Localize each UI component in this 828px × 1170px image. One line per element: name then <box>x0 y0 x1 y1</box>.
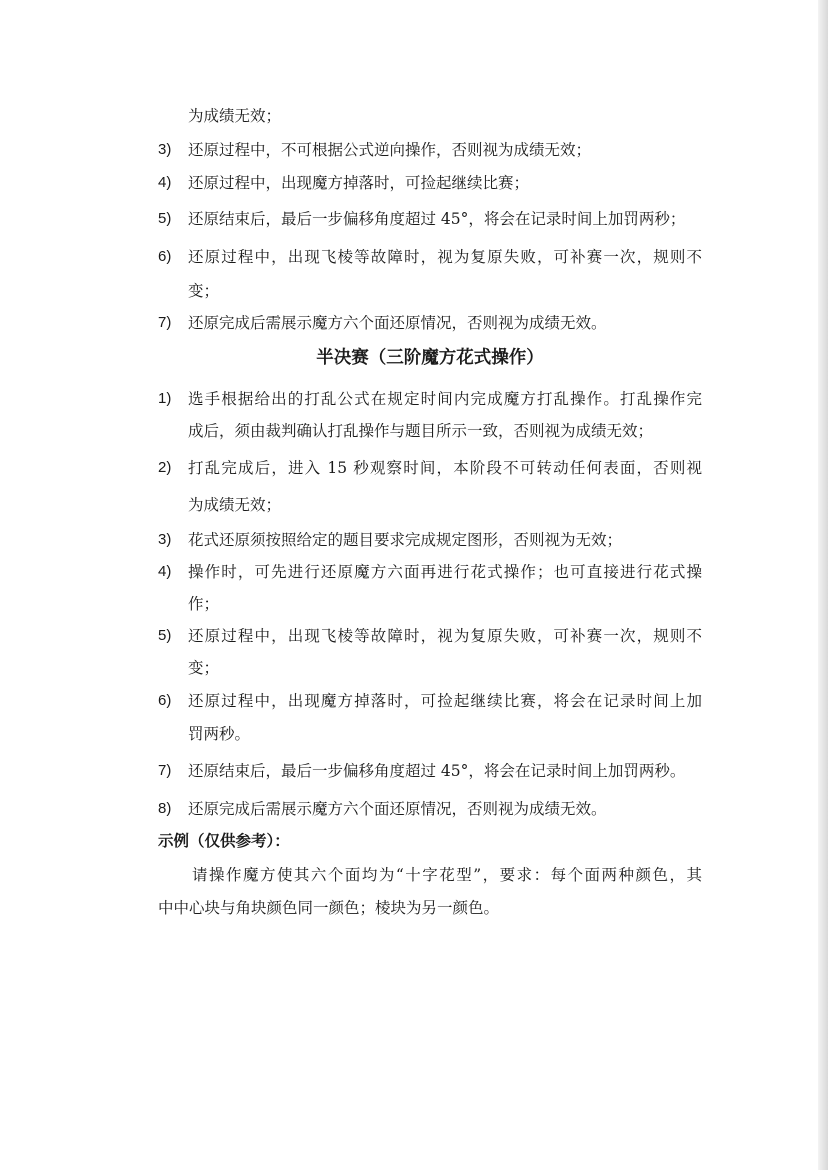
list-item-text: 成后，须由裁判确认打乱操作与题目所示一致，否则视为成绩无效； <box>188 422 654 440</box>
list-item-number: 5) <box>158 627 172 644</box>
list-item-number: 7) <box>158 762 172 779</box>
list-item-text: 变； <box>188 282 220 300</box>
list-item-number: 3) <box>158 531 172 548</box>
list-item-number: 8) <box>158 800 172 817</box>
list-item-number: 1) <box>158 390 172 407</box>
list-item-text: 变； <box>188 659 220 677</box>
example-text: 请操作魔方使其六个面均为“十字花型”，要求：每个面两种颜色，其 <box>192 866 702 884</box>
list-item-text: 还原完成后需展示魔方六个面还原情况，否则视为成绩无效。 <box>188 800 607 818</box>
list-item-number: 6) <box>158 248 172 265</box>
list-item-text: 罚两秒。 <box>188 725 251 743</box>
list-item-text: 还原过程中，出现飞棱等故障时，视为复原失败，可补赛一次，规则不 <box>188 248 702 266</box>
page-edge-shadow <box>818 0 828 1170</box>
list-item-text: 选手根据给出的打乱公式在规定时间内完成魔方打乱操作。打乱操作完 <box>188 390 702 408</box>
list-item-text: 还原结束后，最后一步偏移角度超过 45°，将会在记录时间上加罚两秒； <box>188 210 686 228</box>
list-item-text: 还原过程中，出现魔方掉落时，可捡起继续比赛； <box>188 174 530 192</box>
list-item-number: 4) <box>158 174 172 191</box>
list-item-number: 6) <box>158 692 172 709</box>
list-item-text: 还原过程中，不可根据公式逆向操作，否则视为成绩无效； <box>188 141 592 159</box>
section-title: 半决赛（三阶魔方花式操作） <box>316 348 544 368</box>
list-item-number: 2) <box>158 459 172 476</box>
example-heading: 示例（仅供参考）： <box>158 831 290 850</box>
list-item-text: 为成绩无效； <box>188 107 282 125</box>
list-item-number: 3) <box>158 141 172 158</box>
list-item-text: 还原完成后需展示魔方六个面还原情况，否则视为成绩无效。 <box>188 314 607 332</box>
list-item-number: 7) <box>158 314 172 331</box>
list-item-text: 作； <box>188 595 220 613</box>
list-item-text: 为成绩无效； <box>188 496 282 514</box>
list-item-number: 5) <box>158 210 172 227</box>
list-item-text: 花式还原须按照给定的题目要求完成规定图形，否则视为无效； <box>188 531 623 549</box>
list-item-number: 4) <box>158 563 172 580</box>
example-text: 中中心块与角块颜色同一颜色；棱块为另一颜色。 <box>158 899 500 917</box>
list-item-text: 还原过程中，出现魔方掉落时，可捡起继续比赛，将会在记录时间上加 <box>188 692 702 710</box>
list-item-text: 还原结束后，最后一步偏移角度超过 45°，将会在记录时间上加罚两秒。 <box>188 762 686 780</box>
list-item-text: 还原过程中，出现飞棱等故障时，视为复原失败，可补赛一次，规则不 <box>188 627 702 645</box>
list-item-text: 打乱完成后，进入 15 秒观察时间，本阶段不可转动任何表面，否则视 <box>188 459 702 477</box>
list-item-text: 操作时，可先进行还原魔方六面再进行花式操作；也可直接进行花式操 <box>188 563 702 581</box>
